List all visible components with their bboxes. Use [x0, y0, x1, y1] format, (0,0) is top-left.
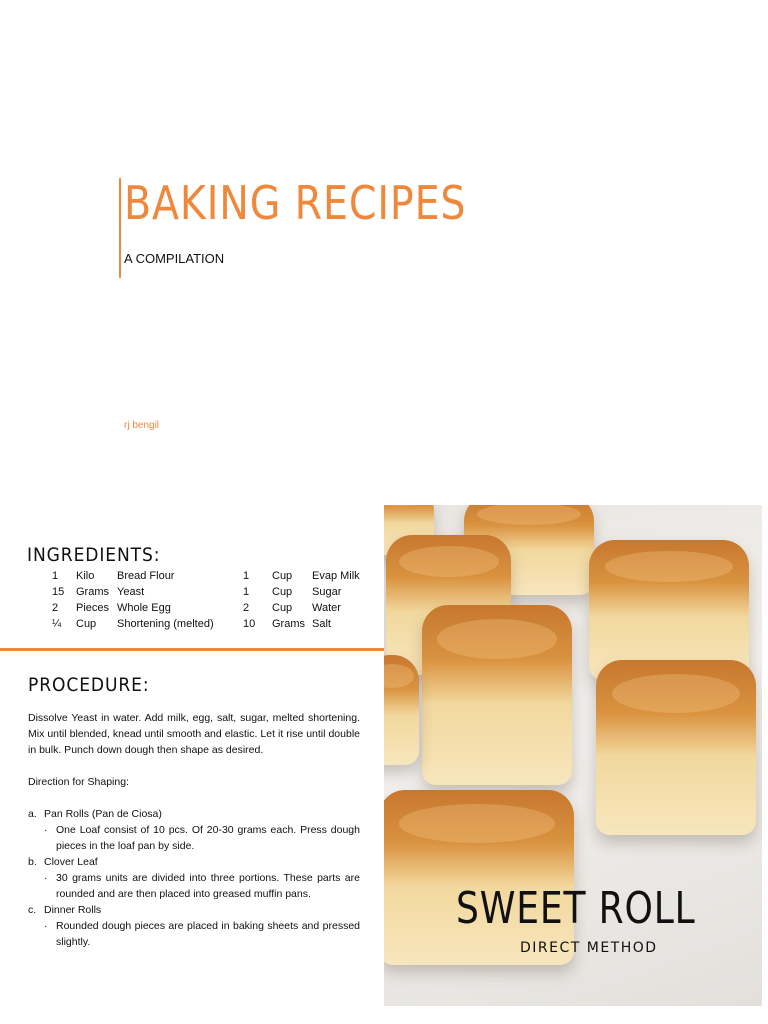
shaping-list	[28, 806, 360, 950]
ingredient-item: Salt	[312, 618, 331, 630]
bullet-icon: ·	[44, 872, 48, 884]
ingredient-item: Sugar	[312, 586, 342, 598]
ingredient-unit: Cup	[272, 602, 293, 614]
ingredient-qty: ¼	[52, 618, 62, 630]
shaping-detail	[28, 918, 360, 950]
bullet-icon: ·	[44, 920, 48, 932]
ingredient-qty: 2	[243, 602, 250, 614]
ingredient-unit: Cup	[272, 570, 293, 582]
ingredient-item: Whole Egg	[117, 602, 171, 614]
ingredient-qty: 10	[243, 618, 256, 630]
ingredient-qty: 15	[52, 586, 65, 598]
shaping-letter: c.	[28, 904, 37, 916]
bun-shape	[422, 605, 572, 785]
ingredient-unit: Pieces	[76, 602, 110, 614]
procedure-heading: PROCEDURE:	[28, 674, 150, 696]
shaping-detail-text: One Loaf consist of 10 pcs. Of 20-30 grams each. Press dough pieces in the loaf pan by side.	[56, 824, 360, 852]
ingredient-item: Yeast	[117, 586, 145, 598]
shaping-name: Pan Rolls (Pan de Ciosa)	[44, 808, 162, 820]
ingredient-qty: 1	[243, 586, 250, 598]
shaping-item	[28, 806, 360, 822]
cover-author: rj bengil	[124, 420, 160, 431]
bun-shape	[596, 660, 756, 835]
bullet-icon: ·	[44, 824, 48, 836]
shaping-item	[28, 902, 360, 918]
photo-title: SWEET ROLL	[456, 883, 696, 934]
ingredient-unit: Kilo	[76, 570, 95, 582]
ingredient-unit: Grams	[76, 586, 109, 598]
ingredient-item: Evap Milk	[312, 570, 360, 582]
ingredient-item: Bread Flour	[117, 570, 175, 582]
shaping-name: Dinner Rolls	[44, 904, 102, 916]
shaping-detail	[28, 822, 360, 854]
ingredient-unit: Grams	[272, 618, 305, 630]
shaping-heading: Direction for Shaping:	[28, 776, 129, 788]
ingredient-unit: Cup	[272, 586, 293, 598]
cover-accent-bar	[119, 178, 121, 278]
ingredient-unit: Cup	[76, 618, 97, 630]
ingredient-item: Water	[312, 602, 341, 614]
photo-subtitle: DIRECT METHOD	[520, 940, 658, 956]
shaping-name: Clover Leaf	[44, 856, 98, 868]
shaping-letter: b.	[28, 856, 37, 868]
ingredient-qty: 1	[243, 570, 250, 582]
shaping-detail-text: 30 grams units are divided into three portions. These parts are rounded and are then placed into greased muffin pans.	[56, 872, 360, 900]
ingredient-qty: 2	[52, 602, 59, 614]
procedure-body	[28, 710, 360, 806]
shaping-detail	[28, 870, 360, 902]
shaping-item	[28, 854, 360, 870]
procedure-paragraph: Dissolve Yeast in water. Add milk, egg, salt, sugar, melted shortening. Mix until blended, knead until smooth and elastic. Let it rise until double in bulk. Punch down dough then shape as desired.	[28, 712, 360, 756]
bun-shape	[589, 540, 749, 680]
section-divider	[0, 648, 384, 651]
ingredients-heading: INGREDIENTS:	[27, 544, 161, 566]
shaping-letter: a.	[28, 808, 37, 820]
ingredient-item: Shortening (melted)	[117, 618, 214, 630]
bun-shape	[384, 790, 574, 965]
cover-subtitle: A COMPILATION	[124, 251, 225, 266]
bun-shape	[384, 655, 419, 765]
ingredient-qty: 1	[52, 570, 59, 582]
shaping-detail-text: Rounded dough pieces are placed in baking sheets and pressed slightly.	[56, 920, 360, 948]
cover-title: BAKING RECIPES	[124, 176, 467, 230]
